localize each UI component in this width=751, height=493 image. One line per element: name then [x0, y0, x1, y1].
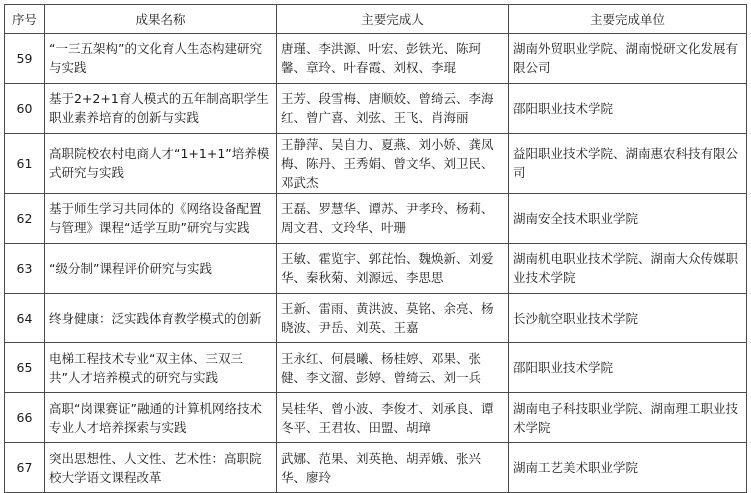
main-contributors: 王新、雷雨、黄洪波、莫铭、余亮、杨晓波、尹岳、刘英、王嘉: [277, 293, 509, 343]
achievement-title: 突出思想性、人文性、艺术性：高职院校大学语文课程改革: [45, 443, 277, 493]
main-units: 长沙航空职业技术学院: [509, 293, 747, 343]
main-units: 湖南工艺美术职业学院: [509, 443, 747, 493]
achievement-title: 高职院校农村电商人才“1+1+1”培养模式研究与实践: [45, 133, 277, 193]
main-units: 湖南机电职业技术学院、湖南大众传媒职业技术学院: [509, 243, 747, 293]
table-row: [5, 243, 747, 293]
header-people: 主要完成人: [277, 5, 509, 34]
main-units: 湖南安全技术职业学院: [509, 193, 747, 243]
main-units: 邵阳职业技术学院: [509, 83, 747, 133]
achievement-title: 基于师生学习共同体的《网络设备配置与管理》课程“适学互助”研究与实践: [45, 193, 277, 243]
row-number: 62: [5, 193, 45, 243]
main-units: 益阳职业技术学院、湖南惠农科技有限公司: [509, 133, 747, 193]
header-units: 主要完成单位: [509, 5, 747, 34]
main-contributors: 武娜、范果、刘英艳、胡弄娥、张兴华、廖玲: [277, 443, 509, 493]
main-contributors: 王敏、霍览宇、郭芘怡、魏焕新、刘爱华、秦秋菊、刘源远、李思思: [277, 243, 509, 293]
table-row: [5, 293, 747, 343]
awards-table: [4, 4, 747, 493]
table-row: [5, 83, 747, 133]
achievement-title: 终身健康：泛实践体育教学模式的创新: [45, 293, 277, 343]
main-units: 湖南外贸职业学院、湖南悦研文化发展有限公司: [509, 34, 747, 84]
header-title: 成果名称: [45, 5, 277, 34]
achievement-title: 基于2+2+1育人模式的五年制高职学生职业素养培育的创新与实践: [45, 83, 277, 133]
main-units: 湖南电子科技职业学院、湖南理工职业技术学院: [509, 393, 747, 443]
row-number: 67: [5, 443, 45, 493]
row-number: 60: [5, 83, 45, 133]
row-number: 65: [5, 343, 45, 393]
main-contributors: 唐瑾、李洪源、叶宏、彭铁光、陈珂馨、章玲、叶春霞、刘权、李琨: [277, 34, 509, 84]
table-row: [5, 393, 747, 443]
main-units: 邵阳职业技术学院: [509, 343, 747, 393]
main-contributors: 王芳、段雪梅、唐顺姣、曾绮云、李海红、曾广喜、刘弦、王飞、肖海丽: [277, 83, 509, 133]
row-number: 64: [5, 293, 45, 343]
main-contributors: 吴桂华、曾小波、李俊才、刘承良、谭冬平、王君妆、田盟、胡璋: [277, 393, 509, 443]
achievement-title: 高职“岗课赛证”融通的计算机网络技术专业人才培养探索与实践: [45, 393, 277, 443]
header-no: 序号: [5, 5, 45, 34]
table-row: [5, 443, 747, 493]
table-row: [5, 193, 747, 243]
row-number: 66: [5, 393, 45, 443]
table-body: [5, 34, 747, 493]
row-number: 59: [5, 34, 45, 84]
table-header: [5, 5, 747, 34]
main-contributors: 王磊、罗慧华、谭苏、尹孝玲、杨莉、周文君、文玲华、叶珊: [277, 193, 509, 243]
row-number: 63: [5, 243, 45, 293]
table-row: [5, 34, 747, 84]
achievement-title: “级分制”课程评价研究与实践: [45, 243, 277, 293]
row-number: 61: [5, 133, 45, 193]
table-row: [5, 343, 747, 393]
achievement-title: 电梯工程技术专业“双主体、三双三共”人才培养模式的研究与实践: [45, 343, 277, 393]
table-row: [5, 133, 747, 193]
header-row: [5, 5, 747, 34]
main-contributors: 王静萍、吴自力、夏燕、刘小娇、龚凤梅、陈丹、王秀娟、曾文华、刘卫民、邓武杰: [277, 133, 509, 193]
main-contributors: 王永红、何晨曦、杨桂婷、邓果、张健、李文溜、彭婷、曾绮云、刘一兵: [277, 343, 509, 393]
achievement-title: “一三五架构”的文化育人生态构建研究与实践: [45, 34, 277, 84]
